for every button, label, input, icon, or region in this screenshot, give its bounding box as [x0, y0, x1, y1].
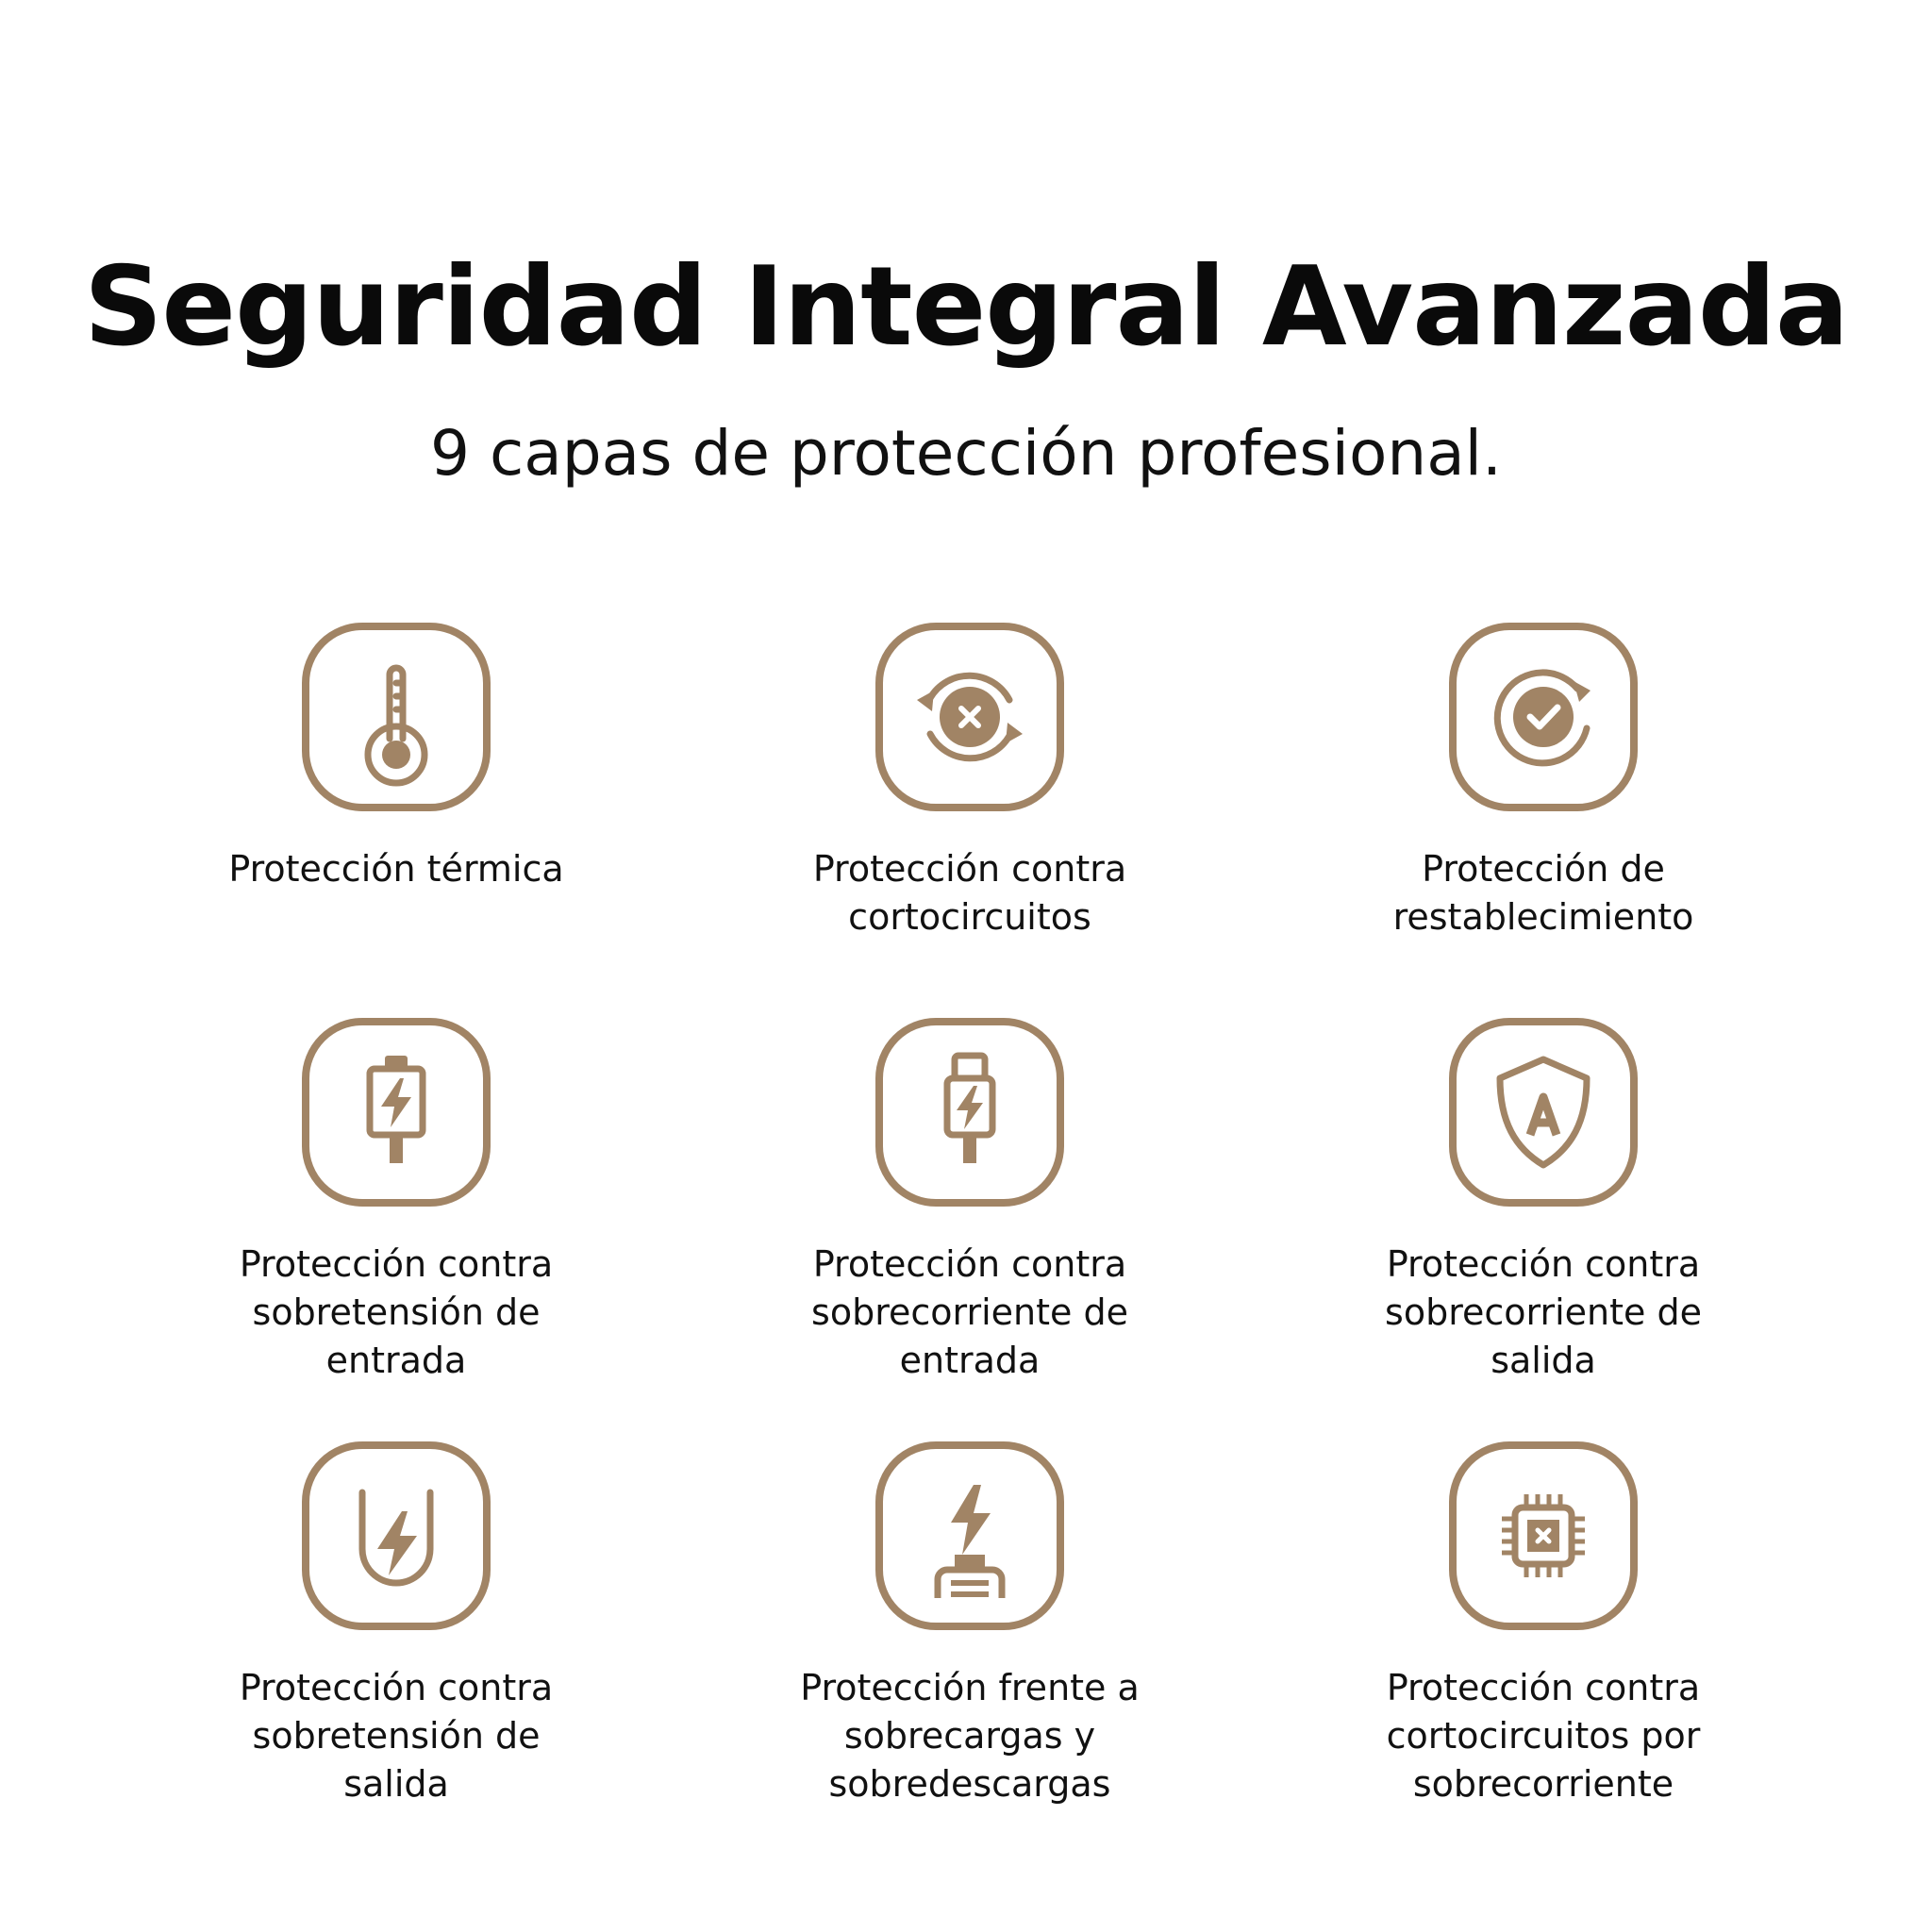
- circular-arrow-check-icon: [1468, 641, 1619, 792]
- icon-tile: [302, 1018, 491, 1207]
- feature-label: Protección contra sobrecorriente de salida: [1385, 1243, 1702, 1381]
- feature-label: Protección contra sobretensión de entrada: [239, 1243, 554, 1381]
- feature-label: Protección contra sobretensión de salida: [239, 1667, 554, 1805]
- circular-arrows-x-icon: [894, 641, 1045, 792]
- thermometer-icon: [321, 641, 472, 792]
- u-bolt-icon: [321, 1460, 472, 1611]
- icon-tile: [875, 1018, 1064, 1207]
- icon-tile: [302, 623, 491, 811]
- feature-label: Protección contra cortocircuitos por sobrecorriente: [1386, 1667, 1701, 1805]
- feature-label: Protección de restablecimiento: [1392, 848, 1694, 938]
- feature-label: Protección frente a sobrecargas y sobredescargas: [800, 1667, 1140, 1805]
- icon-tile: [875, 1441, 1064, 1630]
- icon-tile: [1449, 1441, 1638, 1630]
- bolt-charger-icon: [894, 1460, 1045, 1611]
- feature-label: Protección contra cortocircuitos: [812, 848, 1127, 938]
- battery-bolt-icon: [321, 1037, 472, 1188]
- icon-tile: [1449, 623, 1638, 811]
- icon-tile: [1449, 1018, 1638, 1207]
- feature-label: Protección contra sobrecorriente de entrada: [811, 1243, 1128, 1381]
- icon-tile: [875, 623, 1064, 811]
- plug-bolt-icon: [894, 1037, 1045, 1188]
- shield-a-icon: [1468, 1037, 1619, 1188]
- feature-label: Protección térmica: [228, 848, 564, 890]
- page-subtitle: 9 capas de protección profesional.: [430, 417, 1502, 490]
- icon-tile: [302, 1441, 491, 1630]
- chip-x-icon: [1468, 1460, 1619, 1611]
- page-title: Seguridad Integral Avanzada: [83, 243, 1849, 371]
